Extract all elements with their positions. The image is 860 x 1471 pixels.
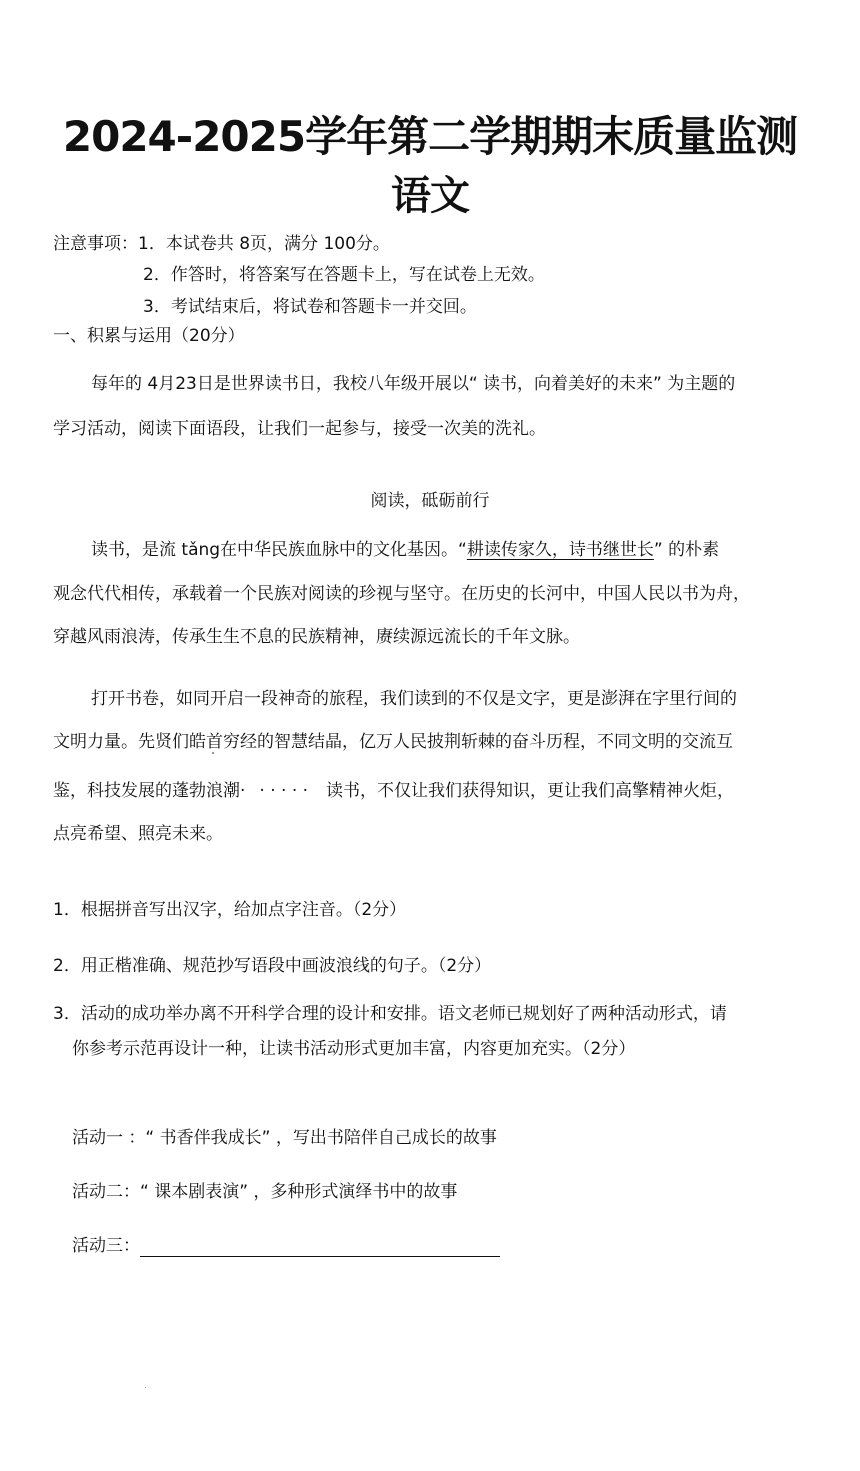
notes-item-1: 注意事项：1．本试卷共 8页，满分 100分。 [53,234,390,254]
notes-item-2: 2．作答时，将答案写在答题卡上，写在试卷上无效。 [143,265,545,285]
passage-p2-line-3 [53,780,734,802]
wavy-underlined-sentence: 耕读传家久，诗书继世长 [466,540,654,560]
scan-speck [145,1387,146,1388]
p2-line3-part-a: 鉴，科技发展的蓬勃浪潮· [53,781,246,801]
activity-3 [72,1235,500,1257]
exam-title: 2024-2025学年第二学期期末质量监测 [62,112,798,161]
passage-title: 阅读，砥砺前行 [370,491,490,511]
passage-p2-line-2: 文明力量。先贤们皓首穷经的智慧结晶，亿万人民披荆斩棘的奋斗历程，不同文明的交流互 [53,732,733,752]
question-1: 1．根据拼音写出汉字，给加点字注音。（2分） [53,900,407,920]
passage-p2-line-4: 点亮希望、照亮未来。 [53,824,223,844]
question-3-line-2: 你参考示范再设计一种，让读书活动形式更加丰富，内容更加充实。（2分） [72,1039,636,1059]
subject-title: 语文 [391,173,469,219]
p1-text-after: ” 的朴素 [653,540,720,560]
p1-text-before: 读书，是流 tǎng在中华民族血脉中的文化基因。“ [91,540,467,560]
question-2: 2．用正楷准确、规范抄写语段中画波浪线的句子。（2分） [53,956,492,976]
section-heading: 一、积累与运用（20分） [53,326,245,346]
intro-line-1: 每年的 4月23日是世界读书日，我校八年级开展以“ 读书，向着美好的未来” 为主题的 [91,374,736,394]
emphasis-dot [212,752,214,754]
passage-p1-line-3: 穿越风雨浪涛，传承生生不息的民族精神，赓续源远流长的千年文脉。 [53,627,580,647]
passage-p1-line-1 [91,539,719,561]
ellipsis-dots: · · · · · [259,781,309,801]
passage-p1-line-2: 观念代代相传，承载着一个民族对阅读的珍视与坚守。在历史的长河中，中国人民以书为舟， [53,584,750,604]
notes-item-3: 3．考试结束后，将试卷和答题卡一并交回。 [143,297,477,317]
p2-line3-part-b: 读书，不仅让我们获得知识，更让我们高擎精神火炬， [326,781,735,801]
passage-p2-line-1: 打开书卷，如同开启一段神奇的旅程，我们读到的不仅是文字，更是澎湃在字里行间的 [91,689,737,709]
activity-2: 活动二：“ 课本剧表演” ，多种形式演绎书中的故事 [72,1182,458,1202]
activity-3-label: 活动三： [72,1236,140,1256]
answer-blank[interactable] [140,1238,500,1257]
intro-line-2: 学习活动，阅读下面语段，让我们一起参与，接受一次美的洗礼。 [53,419,546,439]
activity-1: 活动一 ：“ 书香伴我成长” ，写出书陪伴自己成长的故事 [72,1128,497,1148]
question-3-line-1: 3．活动的成功举办离不开科学合理的设计和安排。语文老师已规划好了两种活动形式，请 [53,1004,727,1024]
